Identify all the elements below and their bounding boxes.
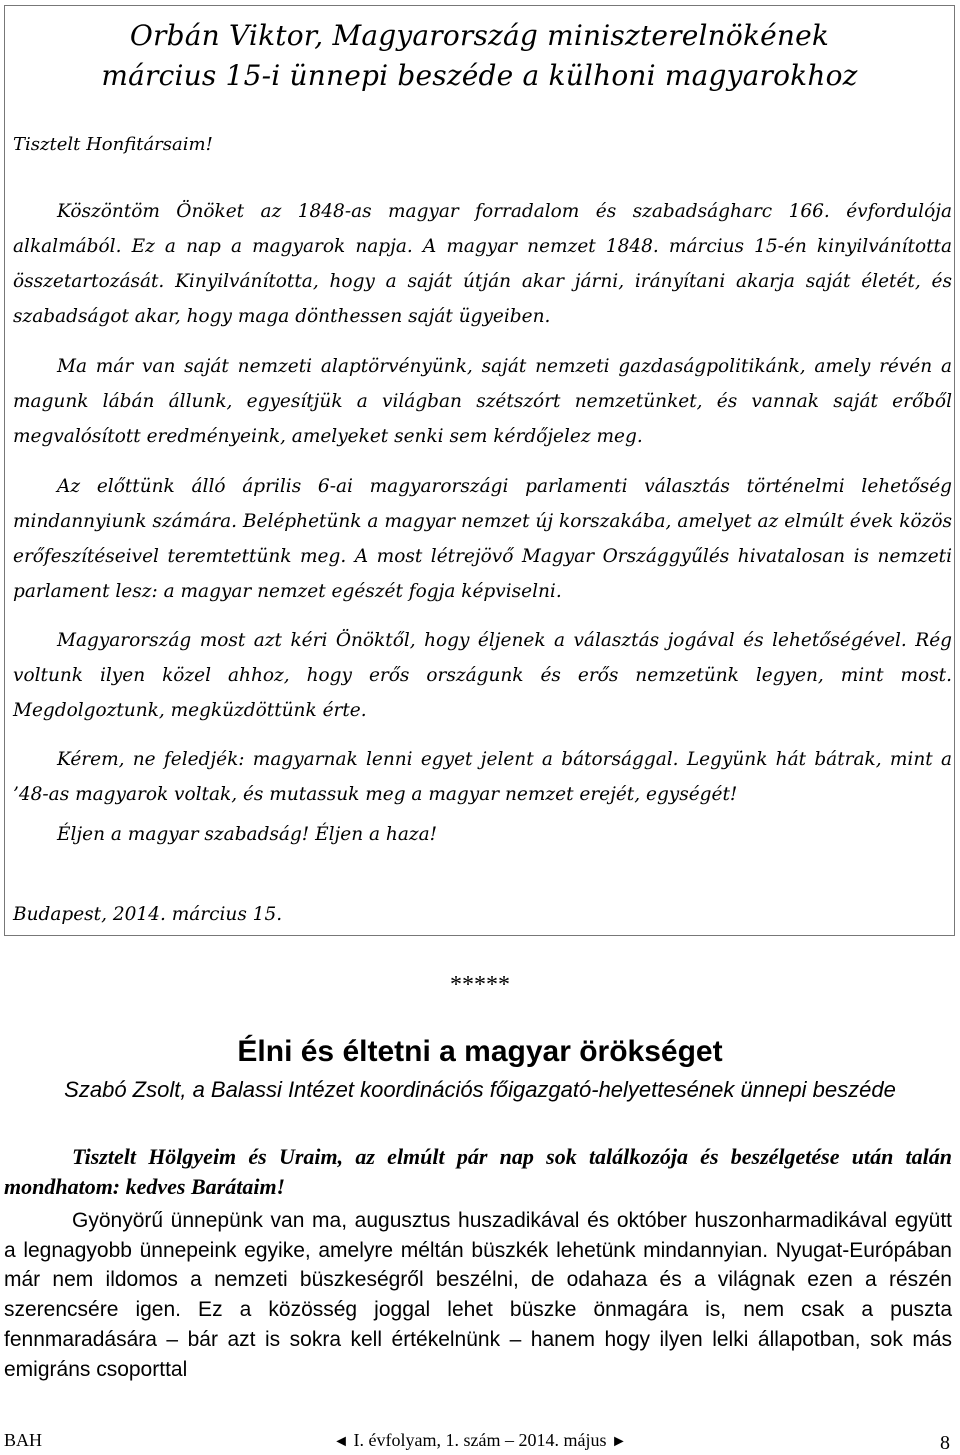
section-separator: ***** bbox=[450, 972, 510, 998]
paragraph: Köszöntöm Önöket az 1848-as magyar forradalom és szabadságharc 166. évfordulója alkalmából. Ez a nap a magyarok napja. A magyar nemzet 1848. március 15-én kinyilvánította összetartozását. Kinyilvánította, hogy a saját útján akar járni, irányítani akarja saját életét, és szabadságot akar, hogy maga dönthessen saját ügyeiben. bbox=[13, 201, 952, 327]
title-line-1: Orbán Viktor, Magyarország miniszterelnökének bbox=[129, 19, 830, 52]
prev-arrow-icon[interactable]: ◄ bbox=[333, 1433, 350, 1450]
title-line-2: március 15-i ünnepi beszéde a külhoni magyarokhoz bbox=[101, 59, 858, 92]
article-subtitle: Szabó Zsolt, a Balassi Intézet koordinációs főigazgató-helyettesének ünnepi beszéde bbox=[64, 1077, 896, 1102]
speech-box bbox=[4, 5, 955, 936]
paragraph: Ma már van saját nemzeti alaptörvényünk, saját nemzeti gazdaságpolitikánk, amely révén a magunk lábán állunk, egyesítjük a világban szétszórt nemzetünket, és vannak saját erőből megvalósított eredményeink, amelyeket senki sem kérdőjelez meg. bbox=[13, 356, 952, 447]
paragraph: Magyarország most azt kéri Önöktől, hogy éljenek a választás jogával és lehetőségével. Rég voltunk ilyen közel ahhoz, hogy erős országunk és erős nemzetünk legyen, mint most. Megdolgoztunk, megküzdöttünk érte. bbox=[13, 630, 952, 721]
next-arrow-icon[interactable]: ► bbox=[610, 1433, 627, 1450]
dateline: Budapest, 2014. március 15. bbox=[13, 904, 283, 925]
publication-name: BAH bbox=[4, 1430, 43, 1450]
closing-cheer: Éljen a magyar szabadság! Éljen a haza! bbox=[57, 824, 438, 845]
issue-info bbox=[0, 1430, 960, 1451]
issue-label: I. évfolyam, 1. szám – 2014. május bbox=[353, 1430, 607, 1450]
page-footer bbox=[0, 1430, 960, 1453]
article-body: Gyönyörű ünnepünk van ma, augusztus huszadikával és október huszonharmadikával együtt a legnagyobb ünnepeink egyike, amelyre méltán büszkék lehetünk mindannyian. Nyugat-Európában már nem ildomos a nemzeti büszkeségről beszélni, de odahaza és a világnak ezen a részén szerencsére igen. Ez a közösség joggal lehet büszke önmagára is, nem csak a puszta fennmaradására – bár azt is sokra kell értékelnünk – hanem hogy ilyen lelki állapotban, sok más emigráns csoporttal bbox=[4, 1209, 952, 1381]
speech-title bbox=[5, 16, 954, 96]
paragraph: Az előttünk álló április 6-ai magyarországi parlamenti választás történelmi lehetőség mindannyiunk számára. Beléphetünk a magyar nemzet új korszakába, amelyet az elmúlt évek közös erőfeszítéseivel teremtettünk meg. A most létrejövő Magyar Országgyűlés hivatalosan is nemzeti parlament lesz: a magyar nemzet egészét fogja képviselni. bbox=[13, 476, 952, 602]
salutation: Tisztelt Honfitársaim! bbox=[13, 134, 213, 155]
greeting: Tisztelt Hölgyeim és Uraim, az elmúlt pár nap sok találkozója és beszélgetése után talán mondhatom: kedves Barátaim! bbox=[4, 1144, 952, 1199]
page-number: 8 bbox=[940, 1432, 950, 1454]
paragraph: Kérem, ne feledjék: magyarnak lenni egyet jelent a bátorsággal. Legyünk hát bátrak, mint a ’48-as magyarok voltak, és mutassuk meg a magyar nemzet erejét, egységét! bbox=[13, 749, 952, 805]
article-title: Élni és éltetni a magyar örökséget bbox=[237, 1035, 723, 1068]
